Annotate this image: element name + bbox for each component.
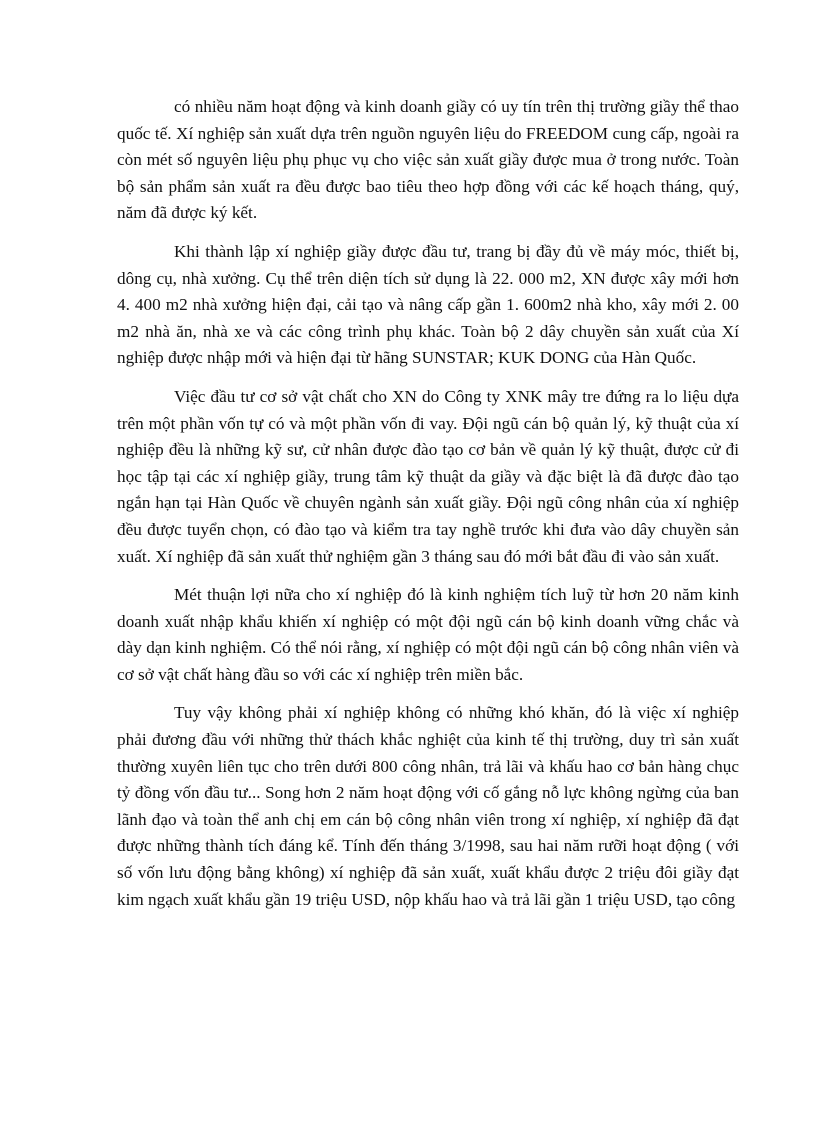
paragraph-5: Tuy vậy không phải xí nghiệp không có những khó khăn, đó là việc xí nghiệp phải đương đầu với những thử thách khắc nghiệt của kinh tế thị trường, duy trì sản xuất thường xuyên liên tục cho trên dưới 800 công nhân, trả lãi và khấu hao cơ bản hàng chục tỷ đồng vốn đầu tư... Song hơn 2 năm hoạt động với cố gắng nỗ lực không ngừng của ban lãnh đạo và toàn thể anh chị em cán bộ công nhân viên trong xí nghiệp, xí nghiệp đã đạt được những thành tích đáng kể. Tính đến tháng 3/1998, sau hai năm rưỡi hoạt động ( với số vốn lưu động bằng không) xí nghiệp đã sản xuất, xuất khẩu được 2 triệu đôi giầy đạt kim ngạch xuất khẩu gần 19 triệu USD, nộp khấu hao và trả lãi gần 1 triệu USD, tạo công: [117, 703, 739, 909]
paragraph-2: Khi thành lập xí nghiệp giầy được đầu tư, trang bị đầy đủ về máy móc, thiết bị, dông cụ, nhà xưởng. Cụ thể trên diện tích sử dụng là 22. 000 m2, XN được xây mới hơn 4. 400 m2 nhà xưởng hiện đại, cải tạo và nâng cấp gần 1. 600m2 nhà kho, xây mới 2. 00 m2 nhà ăn, nhà xe và các công trình phụ khác. Toàn bộ 2 dây chuyền sản xuất của Xí nghiệp được nhập mới và hiện đại từ hãng SUNSTAR; KUK DONG của Hàn Quốc.: [117, 241, 739, 368]
document-body: [117, 94, 739, 913]
paragraph-4: Mét thuận lợi nữa cho xí nghiệp đó là kinh nghiệm tích luỹ từ hơn 20 năm kinh doanh xuất nhập khẩu khiến xí nghiệp có một đội ngũ cán bộ kinh doanh vững chắc và dày dạn kinh nghiệm. Có thể nói rằng, xí nghiệp có một đội ngũ cán bộ công nhân viên và cơ sở vật chất hàng đầu so với các xí nghiệp trên miền bắc.: [117, 585, 739, 684]
paragraph-3: Việc đầu tư cơ sở vật chất cho XN do Công ty XNK mây tre đứng ra lo liệu dựa trên một phần vốn tự có và một phần vốn đi vay. Đội ngũ cán bộ quản lý, kỹ thuật của xí nghiệp đều là những kỹ sư, cử nhân được đào tạo cơ bản về quản lý kỹ thuật, được cử đi học tập tại các xí nghiệp giầy, trung tâm kỹ thuật da giầy và đặc biệt là đã được đào tạo ngắn hạn tại Hàn Quốc về chuyên ngành sản xuất giầy. Đội ngũ công nhân của xí nghiệp đều được tuyển chọn, có đào tạo và kiểm tra tay nghề trước khi đưa vào dây chuyền sản xuất. Xí nghiệp đã sản xuất thử nghiệm gần 3 tháng sau đó mới bắt đầu đi vào sản xuất.: [117, 386, 739, 566]
paragraph-1: có nhiều năm hoạt động và kinh doanh giầy có uy tín trên thị trường giầy thể thao quốc tế. Xí nghiệp sản xuất dựa trên nguồn nguyên liệu do FREEDOM cung cấp, ngoài ra còn mét số nguyên liệu phụ phục vụ cho việc sản xuất giầy được mua ở trong nước. Toàn bộ sản phẩm sản xuất ra đều được bao tiêu theo hợp đồng với các kế hoạch tháng, quý, năm đã được ký kết.: [117, 97, 739, 223]
